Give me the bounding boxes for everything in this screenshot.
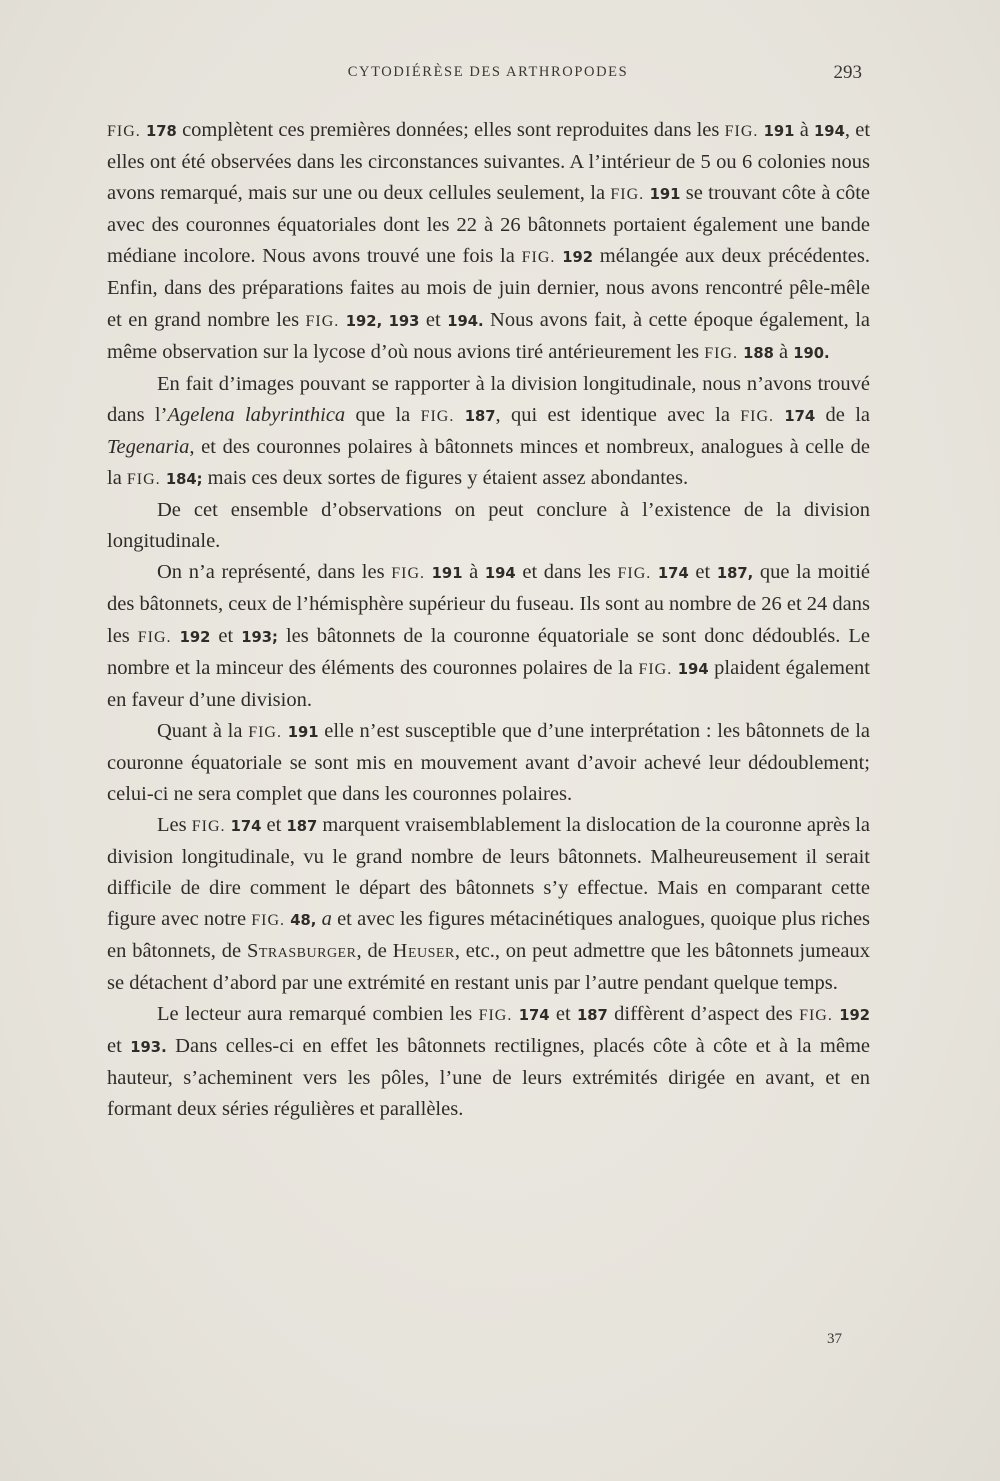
figure-number: 194 xyxy=(814,123,845,140)
figure-number: 187 xyxy=(577,1006,608,1024)
figure-ref-label: FIG. xyxy=(521,249,556,267)
text-run: à xyxy=(462,561,485,584)
figure-ref-label: FIG. xyxy=(799,1006,833,1024)
running-head xyxy=(108,64,868,88)
figure-number: 178 xyxy=(146,123,177,140)
figure-ref-label: FIG. xyxy=(391,565,425,583)
figure-number: 191 xyxy=(287,723,319,741)
figure-ref-label: FIG. xyxy=(251,912,286,930)
text-run: En fait d’images pouvant se rapporter à la division longitudinale, nous n’avons trouvé dans l’ xyxy=(107,372,870,426)
paragraph xyxy=(107,369,870,495)
text-run xyxy=(454,404,464,426)
italic-term: a xyxy=(321,908,332,931)
paragraph xyxy=(107,557,870,715)
figure-number: 187, xyxy=(716,565,754,583)
signature-mark: 37 xyxy=(827,1331,842,1347)
text-run: et xyxy=(688,561,717,584)
text-run: et xyxy=(549,1002,578,1025)
text-run: à xyxy=(794,119,815,141)
figure-ref-label: FIG. xyxy=(191,818,226,836)
text-run: et xyxy=(261,814,287,837)
paragraph xyxy=(107,999,870,1125)
paragraph xyxy=(107,495,870,557)
figure-number: 193; xyxy=(241,628,278,646)
text-run: Quant à la xyxy=(157,719,249,742)
text-run xyxy=(651,561,658,583)
text-run: Le lecteur aura remarqué combien les xyxy=(157,1002,479,1025)
figure-number: 191 xyxy=(649,186,681,204)
figure-ref-label: FIG. xyxy=(724,123,759,140)
figure-number: 194. xyxy=(447,312,484,330)
figure-number: 184; xyxy=(165,471,203,489)
text-run: mélangée aux deux précédentes. Enfin, dans des préparations faites au mois de juin dernier, nous avons rencontré pêle-mêle et en grand nombre les xyxy=(107,245,870,331)
paragraph xyxy=(107,716,870,810)
text-run: Nous avons fait, à cette époque également, la même observation sur la lycose d’où nous avions tiré antérieurement les xyxy=(107,308,871,363)
paragraph xyxy=(107,810,870,999)
text-run: à xyxy=(773,340,794,363)
author-name: Strasburger xyxy=(246,940,357,963)
figure-ref-label: FIG. xyxy=(126,471,161,489)
figure-number: 174 xyxy=(657,565,689,583)
text-run: Dans celles-ci en effet les bâtonnets rectilignes, placés côte à côte et à la même hauteur, s’acheminent vers les pôles, l’une de leurs extrémités dirigée en avant, et en formant deux séries régulières et parallèles. xyxy=(107,1034,870,1120)
figure-ref-label: FIG. xyxy=(740,407,775,425)
text-run: et avec les figures métacinétiques analogues, quoique plus riches en bâtonnets, de xyxy=(107,908,871,963)
text-run: les bâtonnets de la couronne équatoriale se sont donc dédoublés. Le nombre et la minceur des éléments des couronnes polaires de la xyxy=(107,624,870,679)
figure-number: 192, xyxy=(345,312,383,330)
text-run xyxy=(172,625,180,647)
text-run: elle n’est susceptible que d’une interprétation : les bâtonnets de la couronne équatoriale se sont mis en mouvement avant d’avoir achevé leur dédoublement; celui-ci ne sera complet que dans les couronnes polaires. xyxy=(107,719,870,805)
text-run: , et elles ont été observées dans les circonstances suivantes. A l’intérieur de 5 ou 6 colonies nous avons remarqué, mais sur une ou deux cellules seulement, la xyxy=(107,119,871,205)
running-title: CYTODIÉRÈSE DES ARTHROPODES xyxy=(347,64,629,80)
text-run: et dans les xyxy=(515,561,618,584)
text-run: , qui est identique avec la xyxy=(495,403,741,426)
body-text xyxy=(107,115,870,1125)
text-run: se trouvant côte à côte avec des couronnes équatoriales dont les 22 à 26 bâtonnets portaient également une bande médiane incolore. Nous avons trouvé une fois la xyxy=(107,182,870,268)
figure-number: 193. xyxy=(130,1038,167,1056)
figure-number: 191 xyxy=(763,123,795,140)
text-run: , etc., on peut admettre que les bâtonnets jumeaux se détachent d’abord par une extrémité en restant unis par l’autre pendant quelque temps. xyxy=(107,940,870,994)
text-run: complètent ces premières données; elles sont reproduites dans les xyxy=(176,119,725,141)
figure-number: 191 xyxy=(431,565,463,583)
page-number: 293 xyxy=(833,62,862,83)
text-run: On n’a représenté, dans les xyxy=(157,561,392,584)
text-run: , et des couronnes polaires à bâtonnets minces et nombreux, analogues à celle de la xyxy=(107,435,870,490)
text-run: diffèrent d’aspect des xyxy=(607,1002,800,1025)
text-run: marquent vraisemblablement la dislocation de la couronne après la division longitudinale, vu le grand nombre de leurs bâtonnets. Malheureusement il serait difficile de dire comment le départ des bâtonnets s’y effectue. Mais en comparant cette figure avec notre xyxy=(107,814,870,931)
figure-number: 193 xyxy=(388,312,420,330)
figure-number: 192 xyxy=(839,1006,870,1024)
figure-number: 174 xyxy=(518,1006,550,1024)
text-run: plaident également en faveur d’une division. xyxy=(107,656,870,711)
text-run: et xyxy=(419,308,448,331)
paragraph xyxy=(107,115,870,369)
figure-ref-label: FIG. xyxy=(610,186,645,204)
figure-number: 48, xyxy=(290,912,317,930)
figure-ref-label: FIG. xyxy=(420,407,455,425)
figure-ref-label: FIG. xyxy=(638,660,673,678)
figure-number: 174 xyxy=(784,407,816,425)
italic-term: Agelena labyrinthica xyxy=(167,403,346,426)
text-run: de la xyxy=(815,403,870,426)
figure-ref-label: FIG. xyxy=(305,312,340,330)
figure-ref-label: FIG. xyxy=(107,123,141,140)
figure-ref-label: FIG. xyxy=(617,565,652,583)
figure-number: 174 xyxy=(230,818,262,836)
text-run: que la xyxy=(345,403,421,426)
figure-ref-label: FIG. xyxy=(478,1006,513,1024)
text-run: que la moitié des bâtonnets, ceux de l’hémisphère supérieur du fuseau. Ils sont au nombre de 26 et 24 dans les xyxy=(107,561,871,647)
figure-number: 194 xyxy=(677,660,709,678)
text-run: mais ces deux sortes de figures y étaient assez abondantes. xyxy=(202,467,689,490)
text-run xyxy=(774,404,784,426)
figure-number: 188 xyxy=(743,344,774,362)
text-run: , de xyxy=(356,940,393,963)
figure-number: 190. xyxy=(793,344,830,362)
text-run xyxy=(425,561,432,583)
text-run: Les xyxy=(157,814,192,837)
text-run: et xyxy=(107,1034,131,1057)
text-run: De cet ensemble d’observations on peut conclure à l’existence de la division longitudinale. xyxy=(107,499,870,553)
figure-ref-label: FIG. xyxy=(248,723,282,741)
figure-ref-label: FIG. xyxy=(704,344,738,362)
figure-number: 192 xyxy=(179,628,211,646)
italic-term: Tegenaria xyxy=(107,435,190,458)
figure-number: 187 xyxy=(464,407,496,425)
figure-number: 187 xyxy=(286,818,318,836)
figure-number: 194 xyxy=(484,565,516,583)
text-run: et xyxy=(210,624,242,647)
figure-number: 192 xyxy=(562,249,593,267)
author-name: Heuser xyxy=(392,940,455,963)
figure-ref-label: FIG. xyxy=(137,628,172,646)
